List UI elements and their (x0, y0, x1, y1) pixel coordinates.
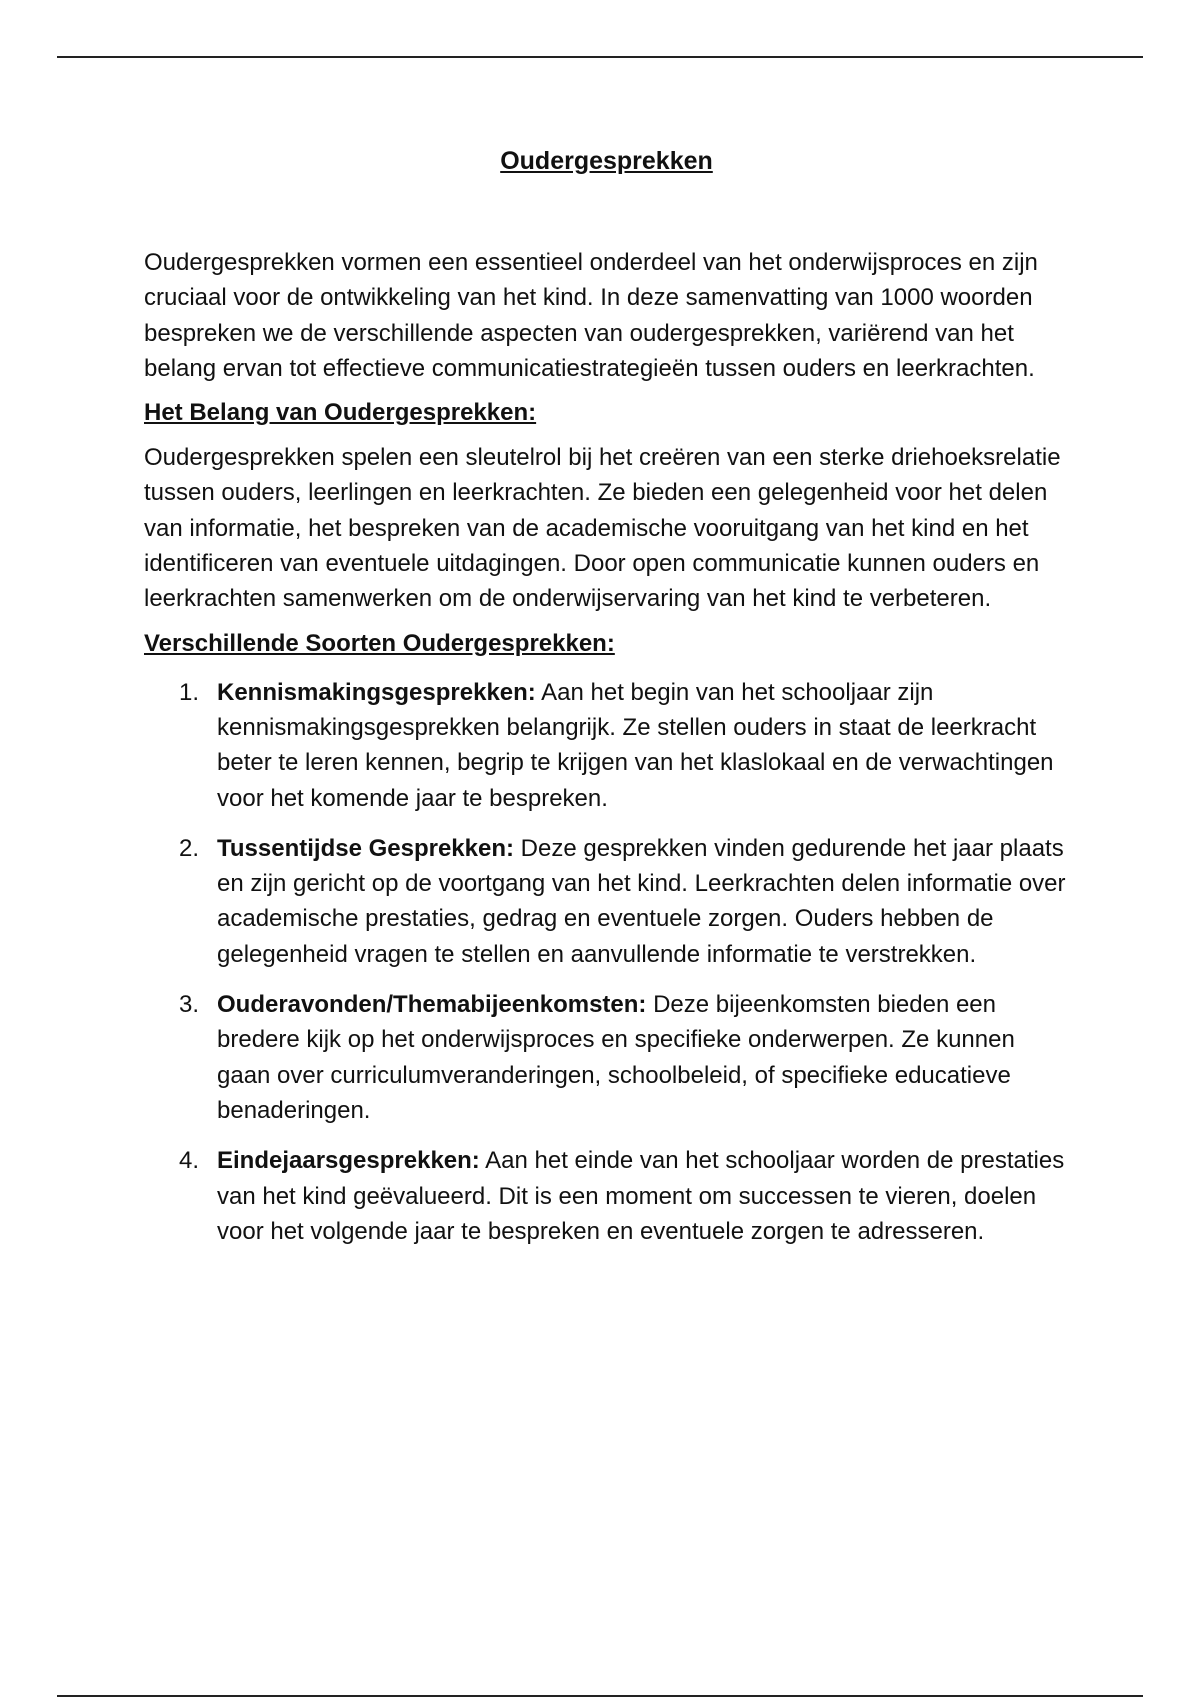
list-number: 2. (179, 834, 200, 862)
list-term: Tussentijdse Gesprekken: (217, 834, 514, 862)
list-number: 1. (179, 678, 200, 706)
document-title: Oudergesprekken (500, 147, 713, 175)
list-number: 3. (179, 991, 200, 1019)
list-item (144, 675, 1069, 816)
list-item (144, 831, 1069, 972)
list-term: Kennismakingsgesprekken: (217, 678, 536, 706)
section-heading-belang: Het Belang van Oudergesprekken: (144, 399, 537, 427)
list-item (144, 987, 1069, 1128)
list-text: Deze gesprekken vinden gedurende het jaar plaats en zijn gericht op de voortgang van het kind. Leerkrachten delen informatie over academische prestaties, gedrag en eventuele zorgen. Ouders hebben de gelegenheid vragen te stellen en aanvullende informatie te verstrekken. (217, 834, 1066, 968)
conversation-types-list (144, 675, 1069, 1249)
list-number: 4. (179, 1147, 200, 1175)
section-body-belang: Oudergesprekken spelen een sleutelrol bij het creëren van een sterke driehoeksrelatie tussen ouders, leerlingen en leerkrachten. Ze bieden een gelegenheid voor het delen van informatie, het bespreken van de academische vooruitgang van het kind en het identificeren van eventuele uitdagingen. Door open communicatie kunnen ouders en leerkrachten samenwerken om de onderwijservaring van het kind te verbeteren. (144, 444, 1061, 613)
top-divider (57, 56, 1143, 58)
list-item (144, 1143, 1069, 1249)
list-text: Deze bijeenkomsten bieden een bredere kijk op het onderwijsproces en specifieke onderwerpen. Ze kunnen gaan over curriculumveranderingen, schoolbeleid, of specifieke educatieve benaderingen. (217, 991, 1015, 1124)
list-term: Ouderavonden/Themabijeenkomsten: (217, 991, 647, 1019)
list-text: Aan het einde van het schooljaar worden de prestaties van het kind geëvalueerd. Dit is een moment om successen te vieren, doelen voor het volgende jaar te bespreken en eventuele zorgen te adresseren. (217, 1147, 1065, 1245)
list-term: Eindejaarsgesprekken: (217, 1147, 480, 1175)
document-body (144, 144, 1069, 1264)
list-text: Aan het begin van het schooljaar zijn kennismakingsgesprekken belangrijk. Ze stellen ouders in staat de leerkracht beter te leren kennen, begrip te krijgen van het klaslokaal en de verwachtingen voor het komende jaar te bespreken. (217, 678, 1054, 812)
bottom-divider (57, 1695, 1143, 1697)
section-heading-soorten: Verschillende Soorten Oudergesprekken: (144, 629, 615, 657)
intro-paragraph: Oudergesprekken vormen een essentieel onderdeel van het onderwijsproces en zijn cruciaal voor de ontwikkeling van het kind. In deze samenvatting van 1000 woorden bespreken we de verschillende aspecten van oudergesprekken, variërend van het belang ervan tot effectieve communicatiestrategieën tussen ouders en leerkrachten. (144, 249, 1038, 382)
